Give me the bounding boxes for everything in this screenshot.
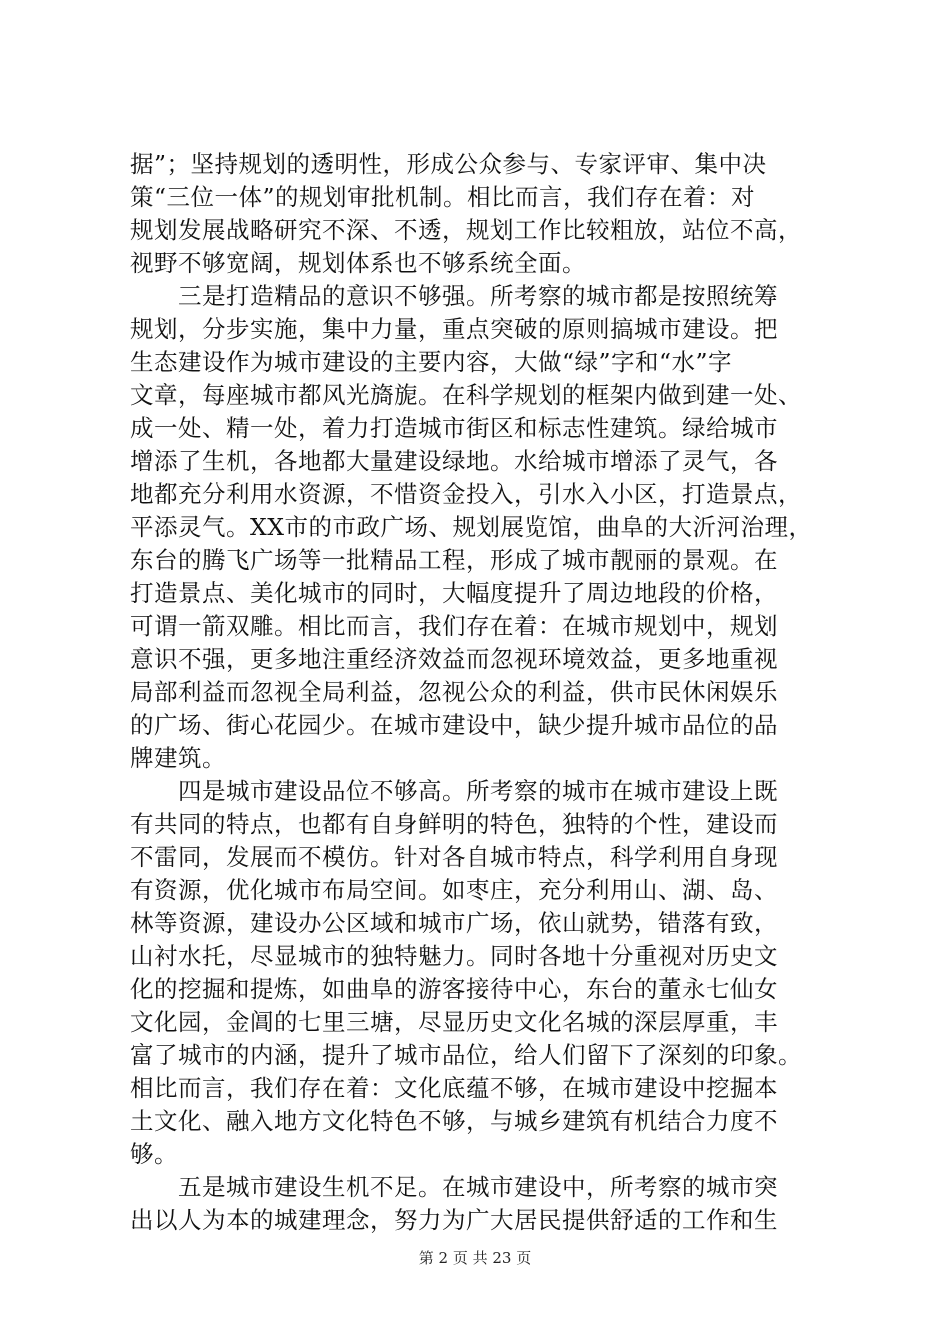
- text-line: 五是城市建设生机不足。在城市建设中，所考察的城市突: [130, 1173, 778, 1201]
- text-line: 打造景点、美化城市的同时，大幅度提升了周边地段的价格，: [130, 579, 778, 607]
- text-line: 地都充分利用水资源，不惜资金投入，引水入小区，打造景点，: [130, 480, 802, 508]
- text-line: 三是打造精品的意识不够强。所考察的城市都是按照统筹: [130, 282, 778, 310]
- page-footer: 第 2 页 共 23 页: [418, 1249, 532, 1267]
- text-line: 文化园，金阊的七里三塘，尽显历史文化名城的深层厚重，丰: [130, 1008, 778, 1036]
- text-line: 林等资源，建设办公区域和城市广场，依山就势，错落有致，: [130, 909, 778, 937]
- text-line: 规划，分步实施，集中力量，重点突破的原则搞城市建设。把: [130, 315, 778, 343]
- text-line: 四是城市建设品位不够高。所考察的城市在城市建设上既: [130, 777, 778, 805]
- text-line: 土文化、融入地方文化特色不够，与城乡建筑有机结合力度不: [130, 1107, 778, 1135]
- text-line: 生态建设作为城市建设的主要内容，大做“绿”字和“水”字: [130, 348, 733, 376]
- text-line: 的广场、街心花园少。在城市建设中，缺少提升城市品位的品: [130, 711, 778, 739]
- text-line: 视野不够宽阔，规划体系也不够系统全面。: [130, 249, 586, 277]
- text-line: 据”；坚持规划的透明性，形成公众参与、专家评审、集中决: [130, 150, 767, 178]
- text-line: 文章，每座城市都风光旖旎。在科学规划的框架内做到建一处、: [130, 381, 802, 409]
- text-line: 够。: [130, 1140, 178, 1168]
- text-line: 增添了生机，各地都大量建设绿地。水给城市增添了灵气，各: [130, 447, 778, 475]
- text-line: 局部利益而忽视全局利益，忽视公众的利益，供市民休闲娱乐: [130, 678, 778, 706]
- text-line: 可谓一箭双雕。相比而言，我们存在着：在城市规划中，规划: [130, 612, 778, 640]
- text-line: 平添灵气。XX市的市政广场、规划展览馆，曲阜的大沂河治理，: [130, 513, 813, 541]
- text-line: 山衬水托，尽显城市的独特魅力。同时各地十分重视对历史文: [130, 942, 778, 970]
- text-line: 化的挖掘和提炼，如曲阜的游客接待中心，东台的董永七仙女: [130, 975, 778, 1003]
- text-line: 出以人为本的城建理念，努力为广大居民提供舒适的工作和生: [130, 1206, 778, 1234]
- text-line: 规划发展战略研究不深、不透，规划工作比较粗放，站位不高，: [130, 216, 802, 244]
- text-line: 有资源，优化城市布局空间。如枣庄，充分利用山、湖、岛、: [130, 876, 778, 904]
- text-line: 成一处、精一处，着力打造城市街区和标志性建筑。绿给城市: [130, 414, 778, 442]
- text-line: 东台的腾飞广场等一批精品工程，形成了城市靓丽的景观。在: [130, 546, 778, 574]
- text-line: 富了城市的内涵，提升了城市品位，给人们留下了深刻的印象。: [130, 1041, 802, 1069]
- text-line: 不雷同，发展而不模仿。针对各自城市特点，科学利用自身现: [130, 843, 778, 871]
- text-line: 牌建筑。: [130, 744, 226, 772]
- text-line: 相比而言，我们存在着：文化底蕴不够，在城市建设中挖掘本: [130, 1074, 778, 1102]
- text-line: 意识不强，更多地注重经济效益而忽视环境效益，更多地重视: [130, 645, 778, 673]
- text-line: 策“三位一体”的规划审批机制。相比而言，我们存在着：对: [130, 183, 756, 211]
- text-line: 有共同的特点，也都有自身鲜明的特色，独特的个性，建设而: [130, 810, 778, 838]
